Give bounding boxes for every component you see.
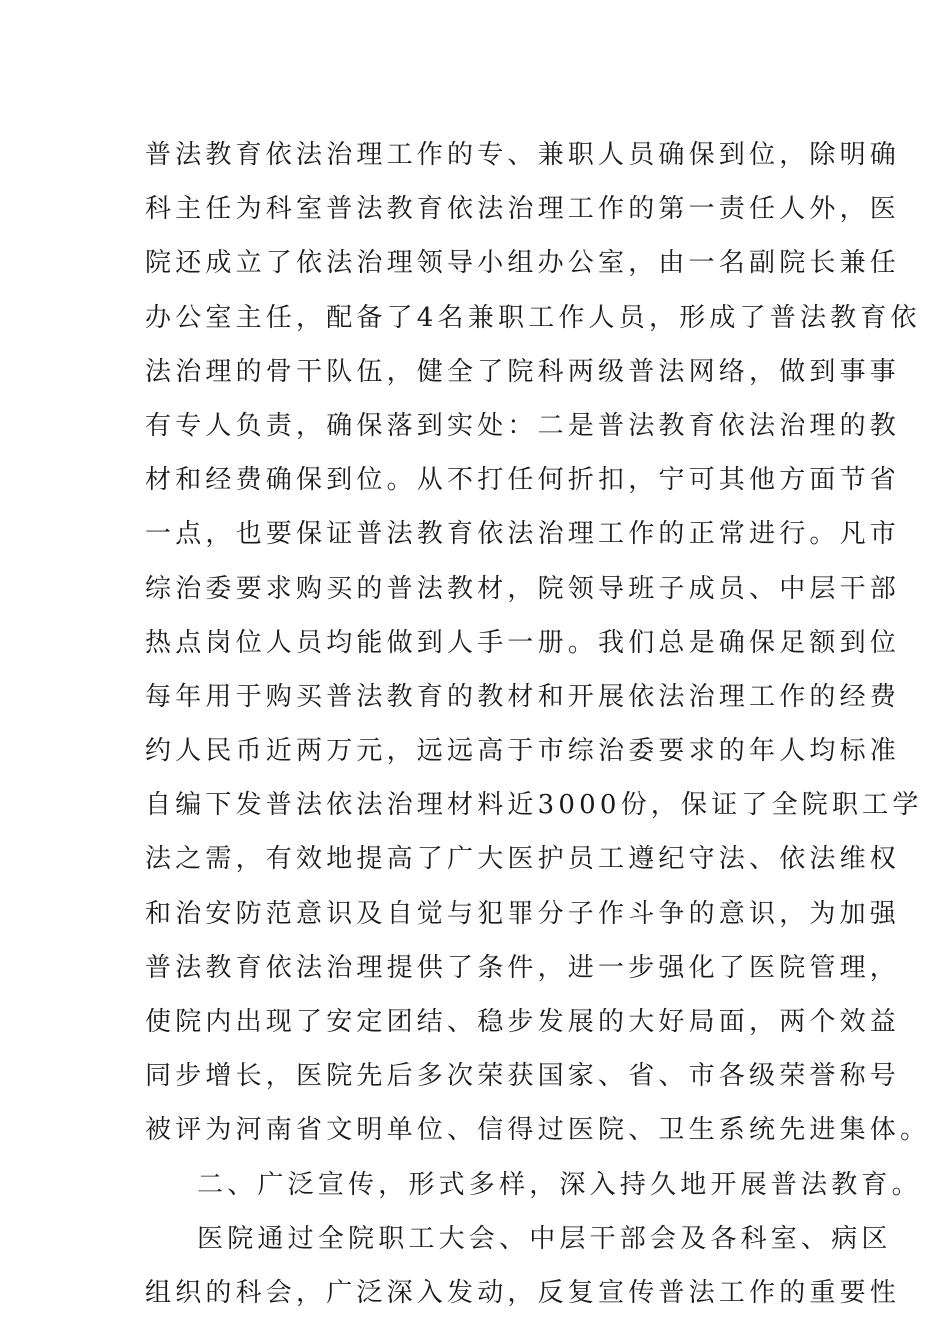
text-line: 组织的科会，广泛深入发动，反复宣传普法工作的重要性 — [145, 1277, 901, 1308]
text-line: 普法教育依法治理工作的专、兼职人员确保到位，除明确 — [145, 140, 901, 170]
text-line: 有专人负责，确保落到实处：二是普法教育依法治理的教 — [145, 410, 901, 441]
text-line: 材和经费确保到位。从不打任何折扣，宁可其他方面节省 — [145, 465, 901, 496]
text-line: 普法教育依法治理提供了条件，进一步强化了医院管理， — [145, 952, 901, 983]
section-heading: 二、广泛宣传，形式多样，深入持久地开展普法教育。 — [197, 1169, 922, 1200]
text-line: 一点，也要保证普法教育依法治理工作的正常进行。凡市 — [145, 519, 901, 550]
text-line: 综治委要求购买的普法教材，院领导班子成员、中层干部 — [145, 573, 901, 604]
text-line: 和治安防范意识及自觉与犯罪分子作斗争的意识，为加强 — [145, 898, 901, 929]
text-line: 使院内出现了安定团结、稳步发展的大好局面，两个效益 — [145, 1007, 901, 1037]
text-line: 每年用于购买普法教育的教材和开展依法治理工作的经费 — [145, 681, 901, 712]
text-line: 医院通过全院职工大会、中层干部会及各科室、病区 — [197, 1223, 892, 1254]
text-line: 自编下发普法依法治理材料近3000份，保证了全院职工学 — [145, 790, 923, 821]
text-line: 热点岗位人员均能做到人手一册。我们总是确保足额到位 — [145, 627, 901, 658]
body-text — [145, 128, 931, 1320]
text-line: 科主任为科室普法教育依法治理工作的第一责任人外，医 — [145, 194, 901, 225]
text-line: 约人民币近两万元，远远高于市综治委要求的年人均标准 — [145, 736, 901, 767]
text-line: 同步增长，医院先后多次荣获国家、省、市各级荣誉称号 — [145, 1061, 901, 1092]
text-line: 法治理的骨干队伍，健全了院科两级普法网络，做到事事 — [145, 356, 901, 387]
text-line: 被评为河南省文明单位、信得过医院、卫生系统先进集体。 — [145, 1115, 931, 1146]
text-line: 法之需，有效地提高了广大医护员工遵纪守法、依法维权 — [145, 844, 901, 875]
text-line: 院还成立了依法治理领导小组办公室，由一名副院长兼任 — [145, 248, 901, 279]
text-line: 办公室主任，配备了4名兼职工作人员，形成了普法教育依 — [145, 302, 921, 333]
